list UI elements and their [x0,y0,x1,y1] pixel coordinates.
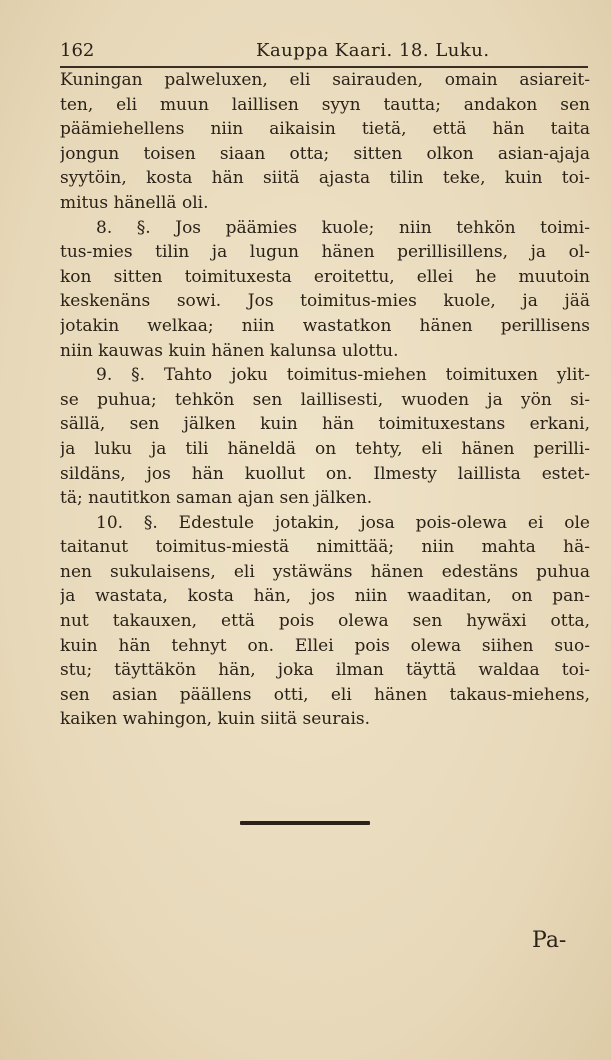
text-line: jotakin welkaa; niin wastatkon hänen perillisens [60,315,590,336]
text-line: Kuningan palweluxen, eli sairauden, omain asiareit- [60,70,590,90]
section-10-start: 10. §. Edestule jotakin, josa pois-olewa ei ole [96,512,590,533]
running-title: Kauppa Kaari. 18. Luku. [256,40,490,61]
text-line: stu; täyttäkön hän, joka ilman täyttä waldaa toi- [60,660,590,681]
text-line: tä; nautitkon saman ajan sen jälken. [60,488,373,509]
text-line: keskenäns sowi. Jos toimitus-mies kuole, ja jää [60,291,590,312]
ornament-rule [240,821,370,825]
text-line: syytöin, kosta hän siitä ajasta tilin teke, kuin toi- [60,168,590,189]
text-line: kuin hän tehnyt on. Ellei pois olewa siihen suo- [60,635,590,656]
text-line: nut takauxen, että pois olewa sen hywäxi otta, [60,611,590,632]
text-line: sällä, sen jälken kuin hän toimituxestans erkani, [60,414,590,435]
text-line: ten, eli muun laillisen syyn tautta; andakon sen [60,94,590,115]
text-line: sen asian päällens otti, eli hänen takaus-miehens, [60,684,590,705]
text-line: päämiehellens niin aikaisin tietä, että hän taita [60,119,590,140]
text-line: nen sukulaisens, eli ystäwäns hänen edestäns puhua [60,561,590,582]
text-line: kaiken wahingon, kuin siitä seurais. [60,709,371,730]
text-line: tus-mies tilin ja lugun hänen perillisillens, ja ol- [60,242,590,263]
text-line: ja wastata, kosta hän, jos niin waaditan, on pan- [60,586,590,607]
text-line: kon sitten toimituxesta eroitettu, ellei he muutoin [60,266,590,287]
text-line: niin kauwas kuin hänen kalunsa ulottu. [60,340,399,361]
text-line: jongun toisen siaan otta; sitten olkon asian-ajaja [60,143,590,164]
text-line: taitanut toimitus-miestä nimittää; niin mahta hä- [60,537,590,558]
text-line: ja luku ja tili häneldä on tehty, eli hänen perilli- [60,438,590,459]
section-9-start: 9. §. Tahto joku toimitus-miehen toimituxen ylit- [96,365,590,386]
text-line: mitus hänellä oli. [60,192,209,213]
text-line: sildäns, jos hän kuollut on. Ilmesty laillista estet- [60,463,590,484]
page-number: 162 [60,40,95,61]
catchword: Pa- [532,928,567,953]
body-text [60,68,590,732]
page-header [60,38,588,64]
text-line: se puhua; tehkön sen laillisesti, wuoden ja yön si- [60,389,590,410]
section-8-start: 8. §. Jos päämies kuole; niin tehkön toimi- [96,217,590,238]
